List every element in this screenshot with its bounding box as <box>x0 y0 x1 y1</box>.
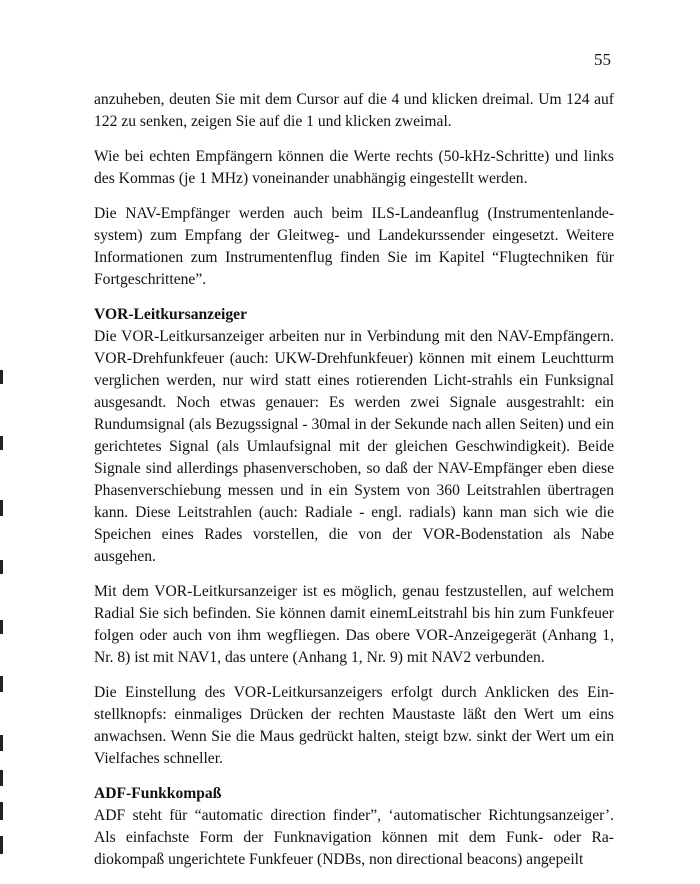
heading-adf-funkkompass: ADF-Funkkompaß <box>94 785 222 802</box>
paragraph-frequency-steps: Wie bei echten Empfängern können die Werte rechts (50-kHz-Schritte) und links des Kommas (je 1 MHz) voneinander unabhängig eingestellt werden. <box>94 148 614 187</box>
paragraph-vor-description: Die VOR-Leitkursanzeiger arbeiten nur in Verbindung mit den NAV-Empfängern. VOR-Drehfunkfeuer (auch: UKW-Drehfunkfeuer) können mit einem Leuchtturm verglichen werden, nur wird statt eines rotierenden Licht-strahls ein Funksignal ausgesandt. Noch etwas genauer: Es werden zwei Signale ausgestrahlt: ein Rundumsignal (als Bezugssignal - 30mal in der Sekunde nach allen Seiten) und ein gerichtetes Signal (als Umlaufsignal mit der gleichen Geschwindigkeit). Beide Signale sind allerdings phasenverschoben, so daß der NAV-Empfänger eben diese Phasenverschiebung messen und in ein System von 360 Leitstrahlen übertragen kann. Diese Leitstrahlen (auch: Radiale - engl. radials) kann man sich wie die Speichen eines Rades vorstellen, die von der VOR-Bodenstation als Nabe ausgehen. <box>94 328 614 565</box>
paragraph-adf-description: ADF steht für “automatic direction finder”, ‘automatischer Richtungsanzeiger’. Als einfachste Form der Funknavigation können mit dem Funk- oder Ra-diokompaß ungerichtete Funkfeuer (NDBs, non directional beacons) angepeilt <box>94 807 614 868</box>
paragraph-ils-approach: Die NAV-Empfänger werden auch beim ILS-Landeanflug (Instrumentenlande-system) zum Empfang der Gleitweg- und Landekurssender eingesetzt. Weitere Informationen zum Instrumentenflug finden Sie im Kapitel “Flugtechniken für Fortgeschrittene”. <box>94 205 614 288</box>
binding-mark <box>0 802 3 820</box>
binding-mark <box>0 560 3 574</box>
page-number: 55 <box>594 50 611 69</box>
paragraph-vor-radial: Mit dem VOR-Leitkursanzeiger ist es möglich, genau festzustellen, auf welchem Radial Sie sich befinden. Sie können damit einemLeitstrahl bis hin zum Funkfeuer folgen oder auch von ihm wegfliegen. Das obere VOR-Anzeigegerät (Anhang 1, Nr. 8) ist mit NAV1, das untere (Anhang 1, Nr. 9) mit NAV2 verbunden. <box>94 583 614 666</box>
paragraph-continuation: anzuheben, deuten Sie mit dem Cursor auf die 4 und klicken dreimal. Um 124 auf 122 zu senken, zeigen Sie auf die 1 und klicken zweimal. <box>94 91 614 130</box>
binding-mark <box>0 436 3 450</box>
heading-vor-leitkursanzeiger: VOR-Leitkursanzeiger <box>94 306 247 323</box>
binding-mark <box>0 770 3 786</box>
paragraph-vor-setting: Die Einstellung des VOR-Leitkursanzeigers erfolgt durch Anklicken des Ein-stellknopfs: einmaliges Drücken der rechten Maustaste läßt den Wert um eins anwachsen. Wenn Sie die Maus gedrückt halten, steigt bzw. sinkt der Wert um ein Vielfaches schneller. <box>94 684 614 767</box>
binding-mark <box>0 370 3 384</box>
binding-mark <box>0 735 3 751</box>
binding-mark <box>0 620 3 634</box>
binding-mark <box>0 836 3 854</box>
binding-mark <box>0 676 3 692</box>
binding-mark <box>0 500 3 516</box>
page-body <box>94 89 614 884</box>
